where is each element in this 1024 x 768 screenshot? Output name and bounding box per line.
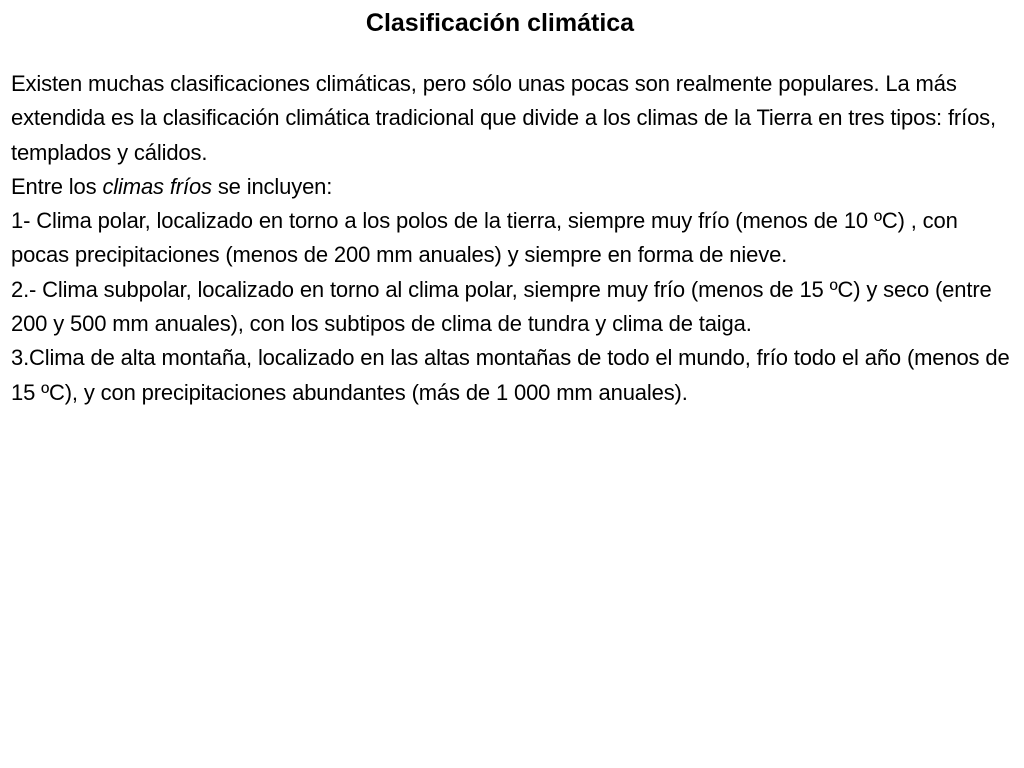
cold-intro-suffix: se incluyen:: [211, 173, 333, 199]
slide-body: [11, 67, 1015, 410]
intro-paragraph: Existen muchas clasificaciones climáticas, pero sólo unas pocas son realmente populares. La más extendida es la clasificación climática tradicional que divide a los climas de la Tierra en tres tipos: fríos, templados y cálidos.: [11, 71, 996, 165]
slide-title: Clasificación climática: [365, 9, 635, 37]
cold-climates-intro: [11, 170, 1015, 204]
climate-item-polar: 1- Clima polar, localizado en torno a los polos de la tierra, siempre muy frío (menos de 10 ºC) , con pocas precipitaciones (menos de 200 mm anuales) y siempre en forma de nieve.: [11, 208, 958, 268]
climate-item-alta-montana: 3.Clima de alta montaña, localizado en las altas montañas de todo el mundo, frío todo el año (menos de 15 ºC), y con precipitaciones abundantes (más de 1 000 mm anuales).: [11, 345, 1010, 405]
cold-intro-emphasis: climas fríos: [102, 173, 212, 199]
cold-intro-prefix: Entre los: [11, 173, 103, 199]
climate-item-subpolar: 2.- Clima subpolar, localizado en torno al clima polar, siempre muy frío (menos de 15 ºC) y seco (entre 200 y 500 mm anuales), con los subtipos de clima de tundra y clima de taiga.: [11, 276, 992, 337]
